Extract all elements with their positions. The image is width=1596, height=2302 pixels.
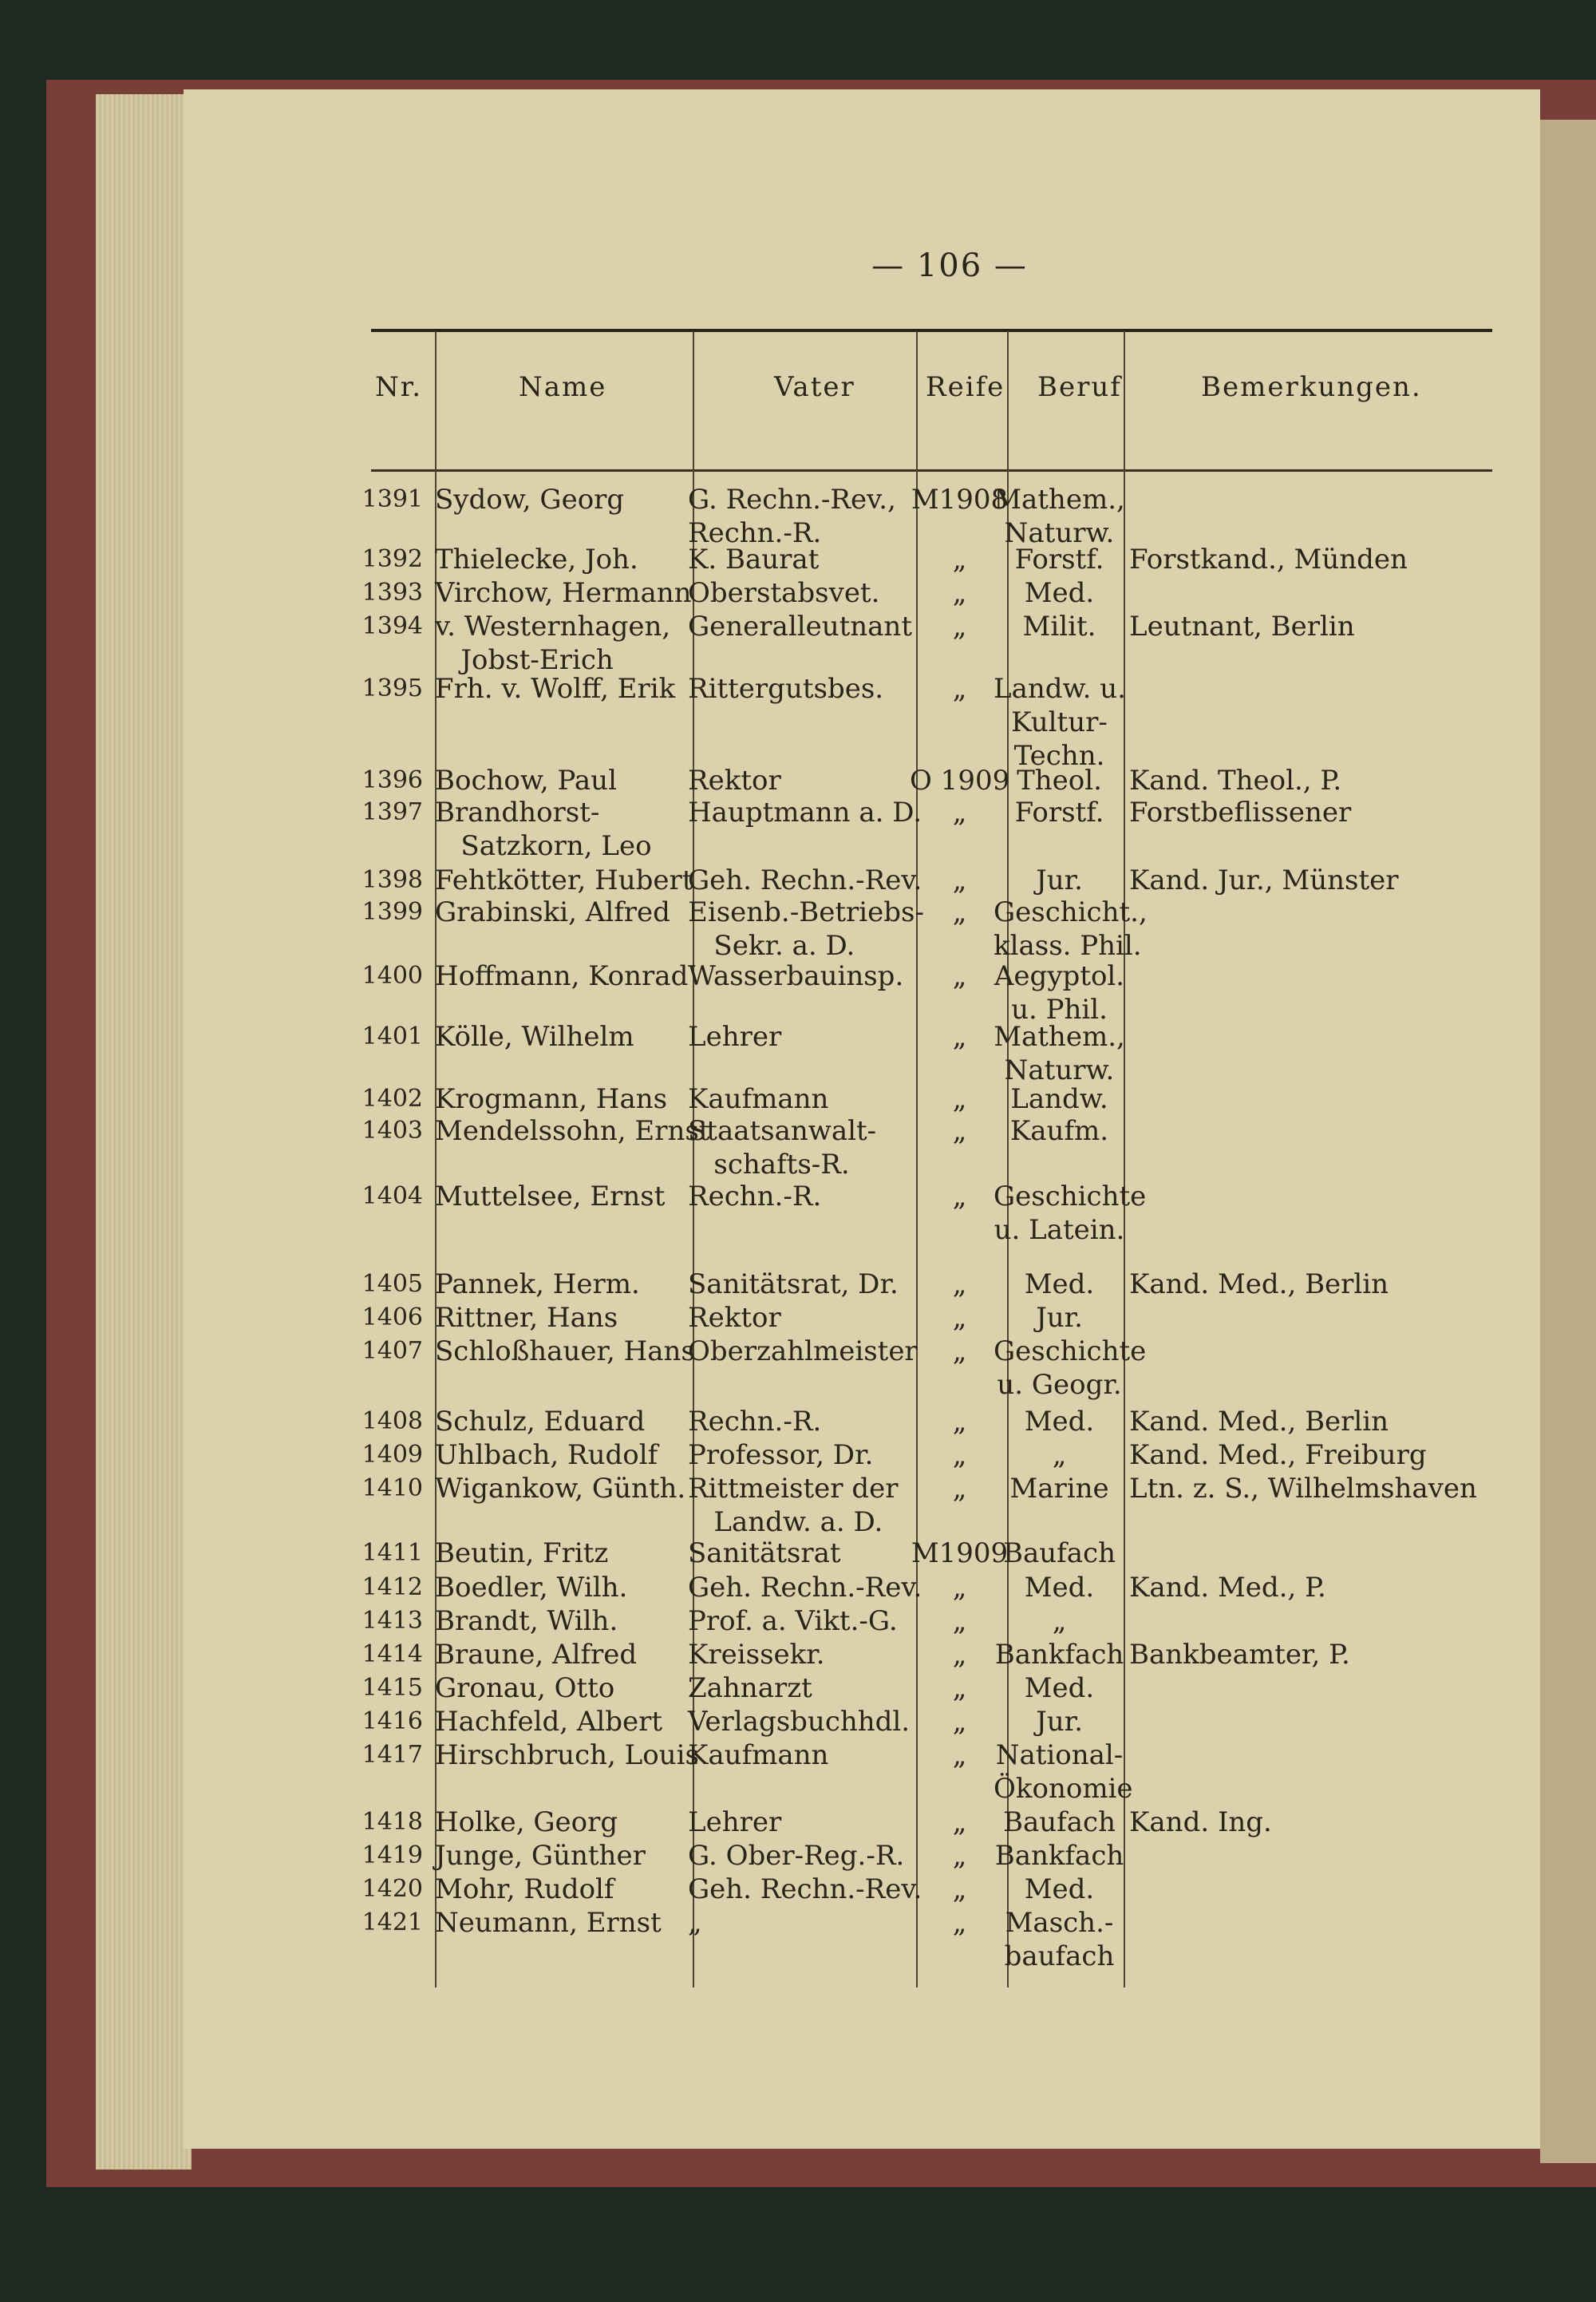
row-beruf: „ [1052,1439,1067,1471]
row-reife: „ [952,1021,967,1053]
row-vater: Staatsanwalt- schafts-R. [688,1115,877,1181]
row-beruf: Geschichte u. Geogr. [994,1335,1147,1401]
row-number: 1406 [361,1303,423,1331]
row-vater: Kreissekr. [688,1639,825,1671]
row-name: Boedler, Wilh. [435,1572,628,1604]
row-reife: „ [952,577,967,609]
row-name: Bochow, Paul [435,765,617,797]
row-name: Uhlbach, Rudolf [435,1439,658,1471]
row-reife: „ [952,1083,967,1115]
row-beruf: Med. [1024,1572,1095,1604]
row-beruf: Geschichte u. Latein. [994,1181,1147,1246]
row-number: 1416 [361,1707,423,1735]
row-name: Grabinski, Alfred [435,896,670,928]
row-number: 1413 [361,1607,423,1635]
row-name: Beutin, Fritz [435,1537,609,1569]
row-bemerkung: Leutnant, Berlin [1129,611,1355,643]
row-beruf: Med. [1024,1873,1095,1905]
row-vater: Professor, Dr. [688,1439,874,1471]
row-bemerkung: Kand. Med., Freiburg [1129,1439,1427,1471]
row-name: Virchow, Hermann [435,577,692,609]
row-reife: O 1909 [910,765,1010,797]
row-number: 1404 [361,1182,423,1210]
row-name: v. Westernhagen, Jobst-Erich [435,611,671,676]
row-reife: „ [952,1439,967,1471]
row-vater: „ [688,1907,702,1939]
row-vater: G. Rechn.-Rev., Rechn.-R. [688,484,896,549]
row-name: Hirschbruch, Louis [435,1739,699,1771]
row-number: 1419 [361,1841,423,1869]
row-beruf: Theol. [1017,765,1102,797]
row-name: Kölle, Wilhelm [435,1021,634,1053]
row-number: 1410 [361,1474,423,1502]
row-beruf: Med. [1024,1406,1095,1438]
row-beruf: Jur. [1036,864,1083,896]
header-vater: Vater [774,371,855,403]
row-number: 1412 [361,1573,423,1601]
row-number: 1402 [361,1085,423,1113]
row-beruf: Landw. [1010,1083,1108,1115]
row-vater: Generalleutnant [688,611,912,643]
row-number: 1417 [361,1741,423,1769]
row-reife: „ [952,1873,967,1905]
row-beruf: Kaufm. [1009,1115,1109,1147]
header-rule [371,469,1492,472]
row-beruf: Baufach [1003,1806,1116,1838]
row-number: 1405 [361,1270,423,1298]
row-beruf: Aegyptol. u. Phil. [994,960,1125,1026]
row-bemerkung: Ltn. z. S., Wilhelmshaven [1129,1473,1477,1505]
row-number: 1400 [361,962,423,990]
row-name: Gronau, Otto [435,1672,615,1704]
row-reife: „ [952,864,967,896]
row-vater: Kaufmann [688,1083,829,1115]
row-name: Schloßhauer, Hans [435,1335,695,1367]
row-name: Krogmann, Hans [435,1083,668,1115]
row-vater: K. Baurat [688,544,820,576]
row-number: 1414 [361,1640,423,1668]
row-reife: M1908 [911,484,1009,516]
row-reife: „ [952,1806,967,1838]
row-name: Brandt, Wilh. [435,1605,618,1637]
row-vater: Rechn.-R. [688,1181,822,1212]
top-rule [371,329,1492,332]
row-name: Junge, Günther [435,1840,646,1872]
row-number: 1408 [361,1407,423,1435]
row-bemerkung: Kand. Med., P. [1129,1572,1326,1604]
row-name: Muttelsee, Ernst [435,1181,666,1212]
row-vater: Oberzahlmeister [688,1335,918,1367]
row-beruf: Bankfach [994,1639,1124,1671]
row-vater: Rektor [688,765,781,797]
row-vater: Geh. Rechn.-Rev. [688,1572,922,1604]
row-reife: „ [952,1335,967,1367]
row-name: Fehtkötter, Hubert [435,864,693,896]
row-name: Hoffmann, Konrad [435,960,689,992]
row-vater: Rechn.-R. [688,1406,822,1438]
row-number: 1396 [361,766,423,794]
row-reife: „ [952,960,967,992]
row-name: Braune, Alfred [435,1639,638,1671]
row-name: Holke, Georg [435,1806,618,1838]
row-beruf: Landw. u. Kultur- Techn. [994,673,1126,772]
row-beruf: „ [1052,1605,1067,1637]
row-vater: Lehrer [688,1021,782,1053]
row-number: 1420 [361,1875,423,1903]
row-vater: Rektor [688,1302,781,1334]
row-beruf: National- Ökonomie [994,1739,1133,1805]
row-bemerkung: Kand. Ing. [1129,1806,1272,1838]
row-vater: Sanitätsrat [688,1537,841,1569]
row-vater: G. Ober-Reg.-R. [688,1840,905,1872]
row-reife: „ [952,544,967,576]
row-reife: „ [952,1572,967,1604]
row-beruf: Med. [1024,1672,1095,1704]
row-vater: Hauptmann a. D. [688,797,922,829]
row-reife: „ [952,1672,967,1704]
row-vater: Eisenb.-Betriebs- Sekr. a. D. [688,896,924,962]
row-number: 1397 [361,798,423,826]
row-reife: „ [952,611,967,643]
row-reife: „ [952,896,967,928]
row-bemerkung: Kand. Theol., P. [1129,765,1342,797]
row-name: Thielecke, Joh. [435,544,638,576]
row-name: Mendelssohn, Ernst [435,1115,710,1147]
row-reife: „ [952,1739,967,1771]
row-vater: Lehrer [688,1806,782,1838]
row-bemerkung: Forstbeflissener [1129,797,1352,829]
row-number: 1403 [361,1117,423,1145]
row-beruf: Masch.- baufach [1004,1907,1115,1972]
row-vater: Verlagsbuchhdl. [688,1706,911,1738]
row-reife: „ [952,1840,967,1872]
row-name: Pannek, Herm. [435,1268,640,1300]
row-number: 1392 [361,545,423,573]
row-reife: „ [952,1302,967,1334]
row-number: 1398 [361,866,423,894]
row-vater: Wasserbauinsp. [688,960,904,992]
row-reife: „ [952,1473,967,1505]
row-number: 1421 [361,1908,423,1936]
row-beruf: Med. [1024,1268,1095,1300]
row-reife: „ [952,1181,967,1212]
header-name: Name [519,371,607,403]
row-number: 1411 [361,1539,423,1567]
row-number: 1418 [361,1808,423,1836]
row-vater: Rittergutsbes. [688,673,884,705]
row-name: Sydow, Georg [435,484,625,516]
row-name: Mohr, Rudolf [435,1873,614,1905]
row-reife: „ [952,1406,967,1438]
row-reife: „ [952,673,967,705]
row-beruf: Forstf. [1014,797,1104,829]
row-number: 1409 [361,1441,423,1469]
row-vater: Geh. Rechn.-Rev. [688,1873,922,1905]
header-reife: Reife [926,371,1005,403]
row-reife: „ [952,1115,967,1147]
row-name: Neumann, Ernst [435,1907,662,1939]
row-vater: Rittmeister der Landw. a. D. [688,1473,899,1538]
row-beruf: Milit. [1022,611,1096,643]
row-number: 1399 [361,898,423,926]
row-reife: „ [952,797,967,829]
row-number: 1407 [361,1337,423,1365]
row-beruf: Jur. [1036,1706,1083,1738]
row-reife: „ [952,1268,967,1300]
row-number: 1395 [361,674,423,702]
row-bemerkung: Kand. Med., Berlin [1129,1268,1389,1300]
row-reife: „ [952,1605,967,1637]
row-bemerkung: Kand. Med., Berlin [1129,1406,1389,1438]
row-beruf: Marine [1009,1473,1109,1505]
row-beruf: Mathem., Naturw. [994,1021,1125,1086]
page-number: — 106 — [871,247,1028,284]
row-vater: Kaufmann [688,1739,829,1771]
row-number: 1394 [361,612,423,640]
header-beruf: Beruf [1037,371,1122,403]
row-name: Hachfeld, Albert [435,1706,663,1738]
header-bemerkungen: Bemerkungen. [1201,371,1422,403]
row-name: Brandhorst- Satzkorn, Leo [435,797,652,862]
row-reife: „ [952,1907,967,1939]
row-reife: M1909 [911,1537,1009,1569]
row-beruf: Geschicht., klass. Phil. [994,896,1148,962]
row-name: Rittner, Hans [435,1302,618,1334]
row-name: Schulz, Eduard [435,1406,646,1438]
row-reife: „ [952,1706,967,1738]
row-bemerkung: Kand. Jur., Münster [1129,864,1399,896]
row-bemerkung: Bankbeamter, P. [1129,1639,1350,1671]
row-bemerkung: Forstkand., Münden [1129,544,1408,576]
row-beruf: Jur. [1036,1302,1083,1334]
row-number: 1401 [361,1022,423,1050]
row-beruf: Mathem., Naturw. [994,484,1125,549]
row-reife: „ [952,1639,967,1671]
row-name: Wigankow, Günth. [435,1473,686,1505]
row-name: Frh. v. Wolff, Erik [435,673,676,705]
row-vater: Zahnarzt [688,1672,812,1704]
row-vater: Oberstabsvet. [688,577,880,609]
row-number: 1391 [361,485,423,513]
row-beruf: Forstf. [1014,544,1104,576]
row-number: 1393 [361,579,423,607]
row-vater: Sanitätsrat, Dr. [688,1268,899,1300]
row-vater: Geh. Rechn.-Rev. [688,864,922,896]
row-beruf: Baufach [1003,1537,1116,1569]
row-number: 1415 [361,1674,423,1702]
row-beruf: Med. [1024,577,1095,609]
row-vater: Prof. a. Vikt.-G. [688,1605,898,1637]
header-nr: Nr. [375,371,423,403]
row-beruf: Bankfach [994,1840,1124,1872]
